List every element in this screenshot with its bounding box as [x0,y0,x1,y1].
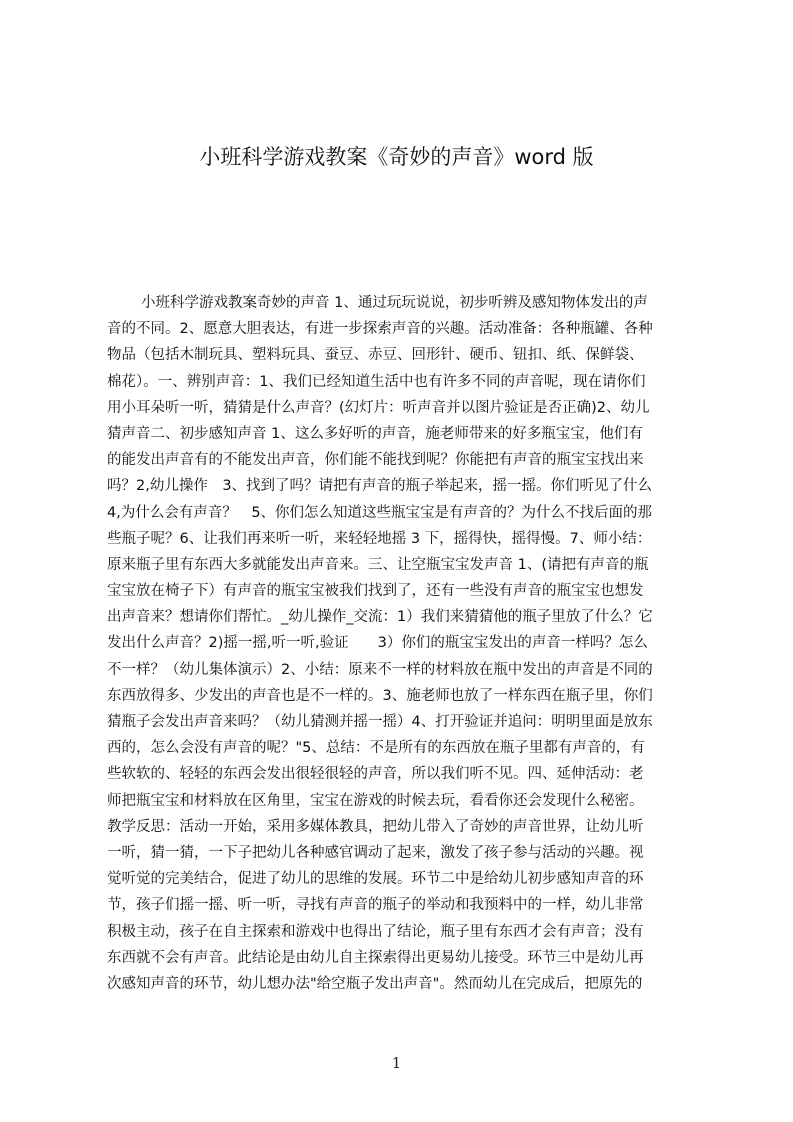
body-line: 节，孩子们摇一摇、听一听，寻找有声音的瓶子的举动和我预料中的一样，幼儿非常 [107,897,644,914]
body-line: 次感知声音的环节，幼儿想办法"给空瓶子发出声音"。然而幼儿在完成后，把原先的 [107,975,643,992]
body-line: 出声音来？想请你们帮忙。_幼儿操作_交流：1）我们来猜猜他的瓶子里放了什么？它 [107,609,653,626]
body-line: 小班科学游戏教案奇妙的声音 1、通过玩玩说说，初步听辨及感知物体发出的声 [141,295,648,311]
body-line: 不一样？（幼儿集体演示）2、小结：原来不一样的材料放在瓶中发出的声音是不同的 [107,661,653,678]
body-line: 用小耳朵听一听，猜猜是什么声音？(幻灯片：听声音并以图片验证是否正确)2、幼儿 [107,399,650,416]
body-line: 些瓶子呢？6、让我们再来听一听，来轻轻地摇 3 下，摇得快，摇得慢。7、师小结： [107,530,652,547]
page-number: 1 [391,1054,402,1072]
document-title: 小班科学游戏教案《奇妙的声音》word 版 [199,145,594,169]
body-line: 师把瓶宝宝和材料放在区角里，宝宝在游戏的时候去玩，看看你还会发现什么秘密。 [107,792,644,809]
body-line: 4,为什么会有声音？ 5、你们怎么知道这些瓶宝宝是有声音的？为什么不找后面的那 [107,504,653,521]
body-line: 棉花）。一、辨别声音：1、我们已经知道生活中也有许多不同的声音呢，现在请你们 [107,373,646,390]
body-line: 吗？2,幼儿操作 3、找到了吗？请把有声音的瓶子举起来，摇一摇。你们听见了什么 [107,478,653,495]
document-body [107,290,699,992]
body-line: 猜瓶子会发出声音来吗？（幼儿猜测并摇一摇）4、打开验证并追问：明明里面是放东 [107,714,653,730]
body-line: 原来瓶子里有东西大多就能发出声音来。三、让空瓶宝宝发声音 1、(请把有声音的瓶 [107,556,649,573]
body-line: 的能发出声音有的不能发出声音，你们能不能找到呢？你能把有声音的瓶宝宝找出来 [107,452,644,469]
body-line: 积极主动，孩子在自主探索和游戏中也得出了结论，瓶子里有东西才会有声音；没有 [107,923,644,940]
body-line: 猜声音二、初步感知声音 1、这么多好听的声音，施老师带来的好多瓶宝宝，他们有 [107,425,643,442]
body-line: 发出什么声音？2)摇一摇,听一听,验证 3）你们的瓶宝宝发出的声音一样吗？怎么 [107,635,648,652]
body-line: 一听，猜一猜，一下子把幼儿各种感官调动了起来，激发了孩子参与活动的兴趣。视 [107,844,644,861]
body-line: 些软软的、轻轻的东西会发出很轻很轻的声音，所以我们听不见。四、延伸活动：老 [107,766,644,783]
body-line: 宝宝放在椅子下）有声音的瓶宝宝被我们找到了，还有一些没有声音的瓶宝宝也想发 [107,583,644,600]
body-line: 东西就不会有声音。此结论是由幼儿自主探索得出更易幼儿接受。环节三中是幼儿再 [107,949,644,966]
body-line: 音的不同。2、愿意大胆表达，有进一步探索声音的兴趣。活动准备：各种瓶罐、各种 [107,321,653,338]
body-line: 西的，怎么会没有声音的呢？"5、总结：不是所有的东西放在瓶子里都有声音的，有 [107,740,645,757]
body-line: 东西放得多、少发出的声音也是不一样的。3、施老师也放了一样东西在瓶子里，你们 [107,687,653,704]
body-line: 教学反思：活动一开始，采用多媒体教具，把幼儿带入了奇妙的声音世界，让幼儿听 [107,818,644,835]
body-line: 觉听觉的完美结合，促进了幼儿的思维的发展。环节二中是给幼儿初步感知声音的环 [107,871,644,888]
body-line: 物品（包括木制玩具、塑料玩具、蚕豆、赤豆、回形针、硬币、钮扣、纸、保鲜袋、 [107,347,644,364]
